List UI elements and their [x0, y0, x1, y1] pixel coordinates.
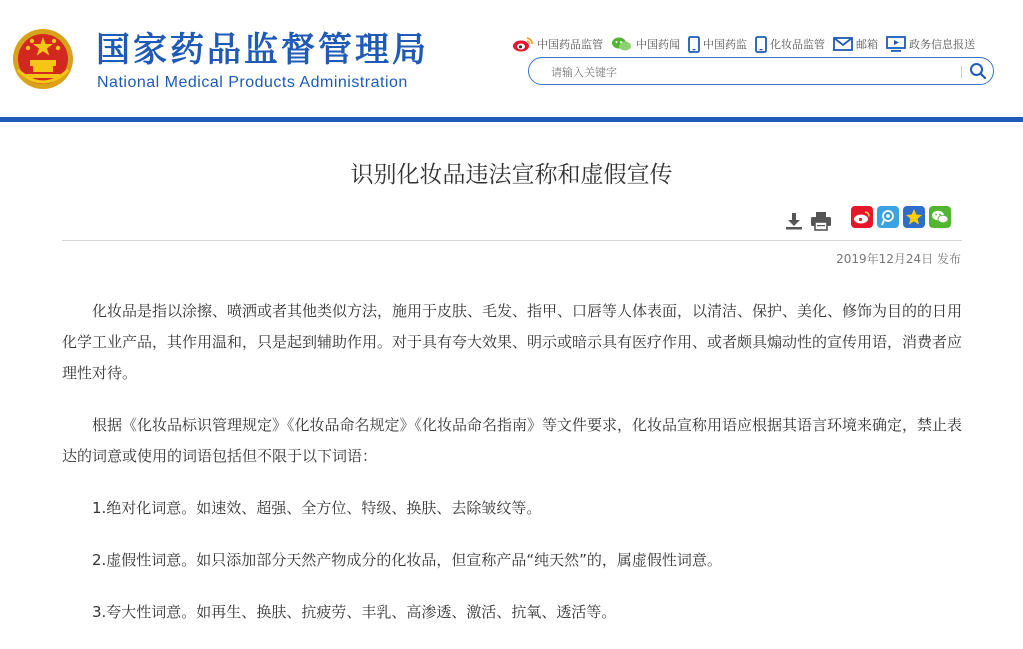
wechat-icon	[611, 36, 633, 52]
toplink-label: 政务信息报送	[909, 38, 975, 51]
site-logo-subtitle[interactable]: National Medical Products Administration	[97, 74, 408, 91]
toplink-label: 中国药闻	[636, 38, 680, 51]
toplink-app-cosmetics[interactable]	[755, 36, 825, 53]
weibo-icon	[512, 36, 534, 52]
site-logo-title[interactable]: 国家药品监督管理局	[96, 30, 429, 70]
weibo-icon	[853, 210, 871, 224]
mobile-icon	[755, 36, 767, 53]
share-weibo-button[interactable]	[851, 206, 873, 228]
toplink-app-nmpa[interactable]	[688, 36, 747, 53]
toplink-mail[interactable]	[833, 36, 878, 52]
wechat-icon	[931, 209, 949, 225]
title-divider	[62, 240, 962, 241]
toplink-label: 中国药监	[703, 38, 747, 51]
mail-icon	[833, 37, 853, 51]
article-paragraph: 1.绝对化词意。如速效、超强、全方位、特级、换肤、去除皱纹等。	[92, 499, 542, 517]
search-box	[528, 57, 994, 85]
article-paragraph: 2.虚假性词意。如只添加部分天然产物成分的化妆品，但宣称产品“纯天然”的，属虚假性词意。	[92, 551, 722, 569]
download-button[interactable]	[784, 211, 804, 231]
tencent-weibo-icon	[879, 208, 897, 226]
toplink-label: 中国药品监管	[537, 38, 603, 51]
download-icon	[784, 211, 804, 231]
print-button[interactable]	[810, 211, 832, 231]
star-icon	[905, 208, 923, 226]
print-icon	[810, 211, 832, 231]
national-emblem-icon[interactable]	[12, 28, 74, 90]
toplink-label: 邮箱	[856, 38, 878, 51]
search-input[interactable]	[549, 62, 973, 82]
article-tools	[784, 206, 838, 236]
share-wechat-button[interactable]	[929, 206, 951, 228]
toplink-report[interactable]	[886, 36, 975, 52]
mobile-icon	[688, 36, 700, 53]
share-bar	[851, 206, 955, 228]
toplink-weibo[interactable]	[512, 36, 603, 52]
article-paragraph: 根据《化妆品标识管理规定》《化妆品命名规定》《化妆品命名指南》等文件要求，化妆品宣称用语应根据其语言环境来确定，禁止表达的词意或使用的词语包括但不限于以下词语：	[62, 416, 963, 465]
search-separator	[961, 66, 962, 78]
toplink-label: 化妆品监管	[770, 38, 825, 51]
article-paragraph: 化妆品是指以涂擦、喷洒或者其他类似方法，施用于皮肤、毛发、指甲、口唇等人体表面，以清洁、保护、美化、修饰为目的的日用化学工业产品，其作用温和，只是起到辅助作用。对于具有夸大效果、明示或暗示具有医疗作用、或者颇具煽动性的宣传用语，消费者应理性对待。	[62, 302, 963, 382]
monitor-icon	[886, 36, 906, 52]
top-links	[512, 34, 983, 54]
header-bottom-bar	[0, 117, 1023, 122]
share-tencent-weibo-button[interactable]	[877, 206, 899, 228]
article-paragraph: 3.夸大性词意。如再生、换肤、抗疲劳、丰乳、高渗透、激活、抗氧、透活等。	[92, 603, 617, 621]
search-icon[interactable]	[969, 62, 987, 80]
article-content	[62, 296, 962, 649]
share-qzone-button[interactable]	[903, 206, 925, 228]
toplink-wechat[interactable]	[611, 36, 680, 52]
article-title: 识别化妆品违法宣称和虚假宣传	[350, 162, 673, 188]
site-header	[0, 0, 1023, 118]
publish-date: 2019年12月24日 发布	[836, 252, 961, 266]
